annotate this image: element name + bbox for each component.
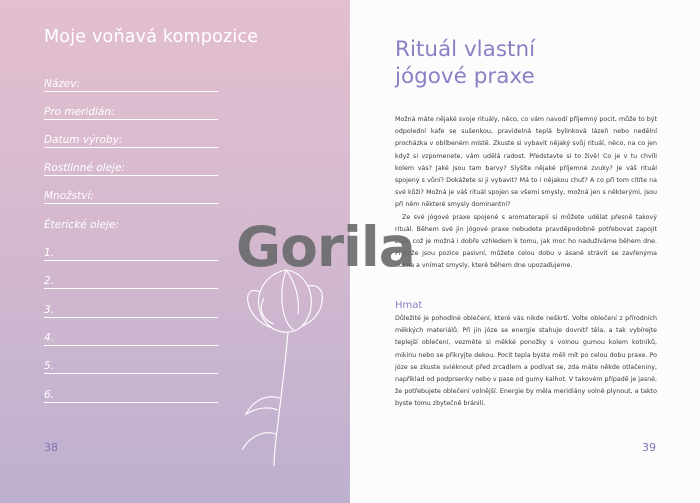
- form-field-label: Název:: [44, 78, 81, 90]
- line-number: 3.: [44, 304, 55, 316]
- etheric-oil-line-4[interactable]: [44, 329, 218, 346]
- body-text-touch: [395, 313, 657, 411]
- form-field-label: Rostlinné oleje:: [44, 162, 125, 174]
- chapter-title-line: Rituál vlastní: [395, 37, 536, 62]
- publisher-watermark: Gorila: [236, 215, 415, 279]
- etheric-oil-line-2[interactable]: [44, 272, 218, 289]
- line-number: 5.: [44, 360, 55, 372]
- chapter-title: [395, 36, 535, 90]
- paragraph: Ze své jógové praxe spojené s aromaterapií si můžete udělat přesně takový rituál. Během své jin jógové praxe nebudete pravděpodobně potřebovat zapojit zrak, což je možná i dobře vzhledem k tomu, jak moc ho nadužíváme během dne. Protože jsou pozice pasivní, můžete celou dobu v ásaně strávit se zavřenýma očima a vnímat smysly, které během dne upozaďujeme.: [395, 213, 657, 270]
- form-field-amount[interactable]: [44, 187, 218, 204]
- page-number: 39: [642, 441, 656, 454]
- body-text-intro: [395, 114, 657, 273]
- form-field-date[interactable]: [44, 131, 218, 148]
- form-field-label: Pro meridián:: [44, 106, 115, 118]
- etheric-oil-line-3[interactable]: [44, 301, 218, 318]
- line-number: 2.: [44, 275, 55, 287]
- form-field-label: Datum výroby:: [44, 134, 123, 146]
- form-field-label: Éterické oleje:: [44, 219, 119, 231]
- etheric-oil-line-5[interactable]: [44, 357, 218, 374]
- etheric-oils-heading: [44, 216, 218, 232]
- page-number: 38: [44, 441, 58, 454]
- paragraph: Možná máte nějaké svoje rituály, něco, co vám navodí příjemný pocit, může to být odpolední kafe se sušenkou, pravidelná teplá bylinková lázeň nebo nedělní procházka v oblíbeném místě. Zkuste si vybavit nějaký svůj rituál, něco, na co jen když si vzpomenete, vám udělá radost. Představte si to živě! Co je v tu chvíli kolem vás? Jaké jsou tam barvy? Slyšíte nějaké příjemné zvuky? Je váš rituál spojený s vůní? Dokážete si ji vybavit? Má to i nějakou chuť? A co při tom cítíte na své kůži? Možná je váš rituál spojen se všemi smysly, možná jen s některými, jsou při něm některé smysly dominantní?: [395, 116, 657, 209]
- form-field-meridian[interactable]: [44, 103, 218, 120]
- paragraph: Důležité je pohodlné oblečení, které vás nikde neškrtí. Volte oblečení z přírodních měkkých materiálů. Při jin józe se energie stahuje dovnitř těla, a tak vybírejte teplejší oblečení, vezměte si měkké ponožky s volnou gumou kolem kotníků, mikinu nebo se přikryjte dekou. Pocit tepla byste měli mít po celou dobu praxe. Po józe se zkuste sviéknout před zrcadlem a podívat se, zda máte někde otlačeniny, například od podprsenky nebo v pase od gumy kalhot. V takovém případě je jasné, že potřebujete oblečení volnější. Energie by měla meridiány volně plynout, a takto byste tomu zbytečně bránili.: [395, 315, 657, 408]
- form-title: Moje voňavá kompozice: [44, 27, 259, 47]
- form-field-name[interactable]: [44, 75, 218, 92]
- line-number: 4.: [44, 332, 55, 344]
- form-field-plant-oils[interactable]: [44, 159, 218, 176]
- line-number: 1.: [44, 247, 55, 259]
- etheric-oil-line-6[interactable]: [44, 386, 218, 403]
- chapter-title-line: jógové praxe: [395, 64, 535, 89]
- line-number: 6.: [44, 389, 55, 401]
- etheric-oil-line-1[interactable]: [44, 244, 218, 261]
- tulip-illustration: [238, 258, 338, 468]
- form-field-label: Množství:: [44, 190, 94, 202]
- subheading: Hmat: [395, 300, 423, 311]
